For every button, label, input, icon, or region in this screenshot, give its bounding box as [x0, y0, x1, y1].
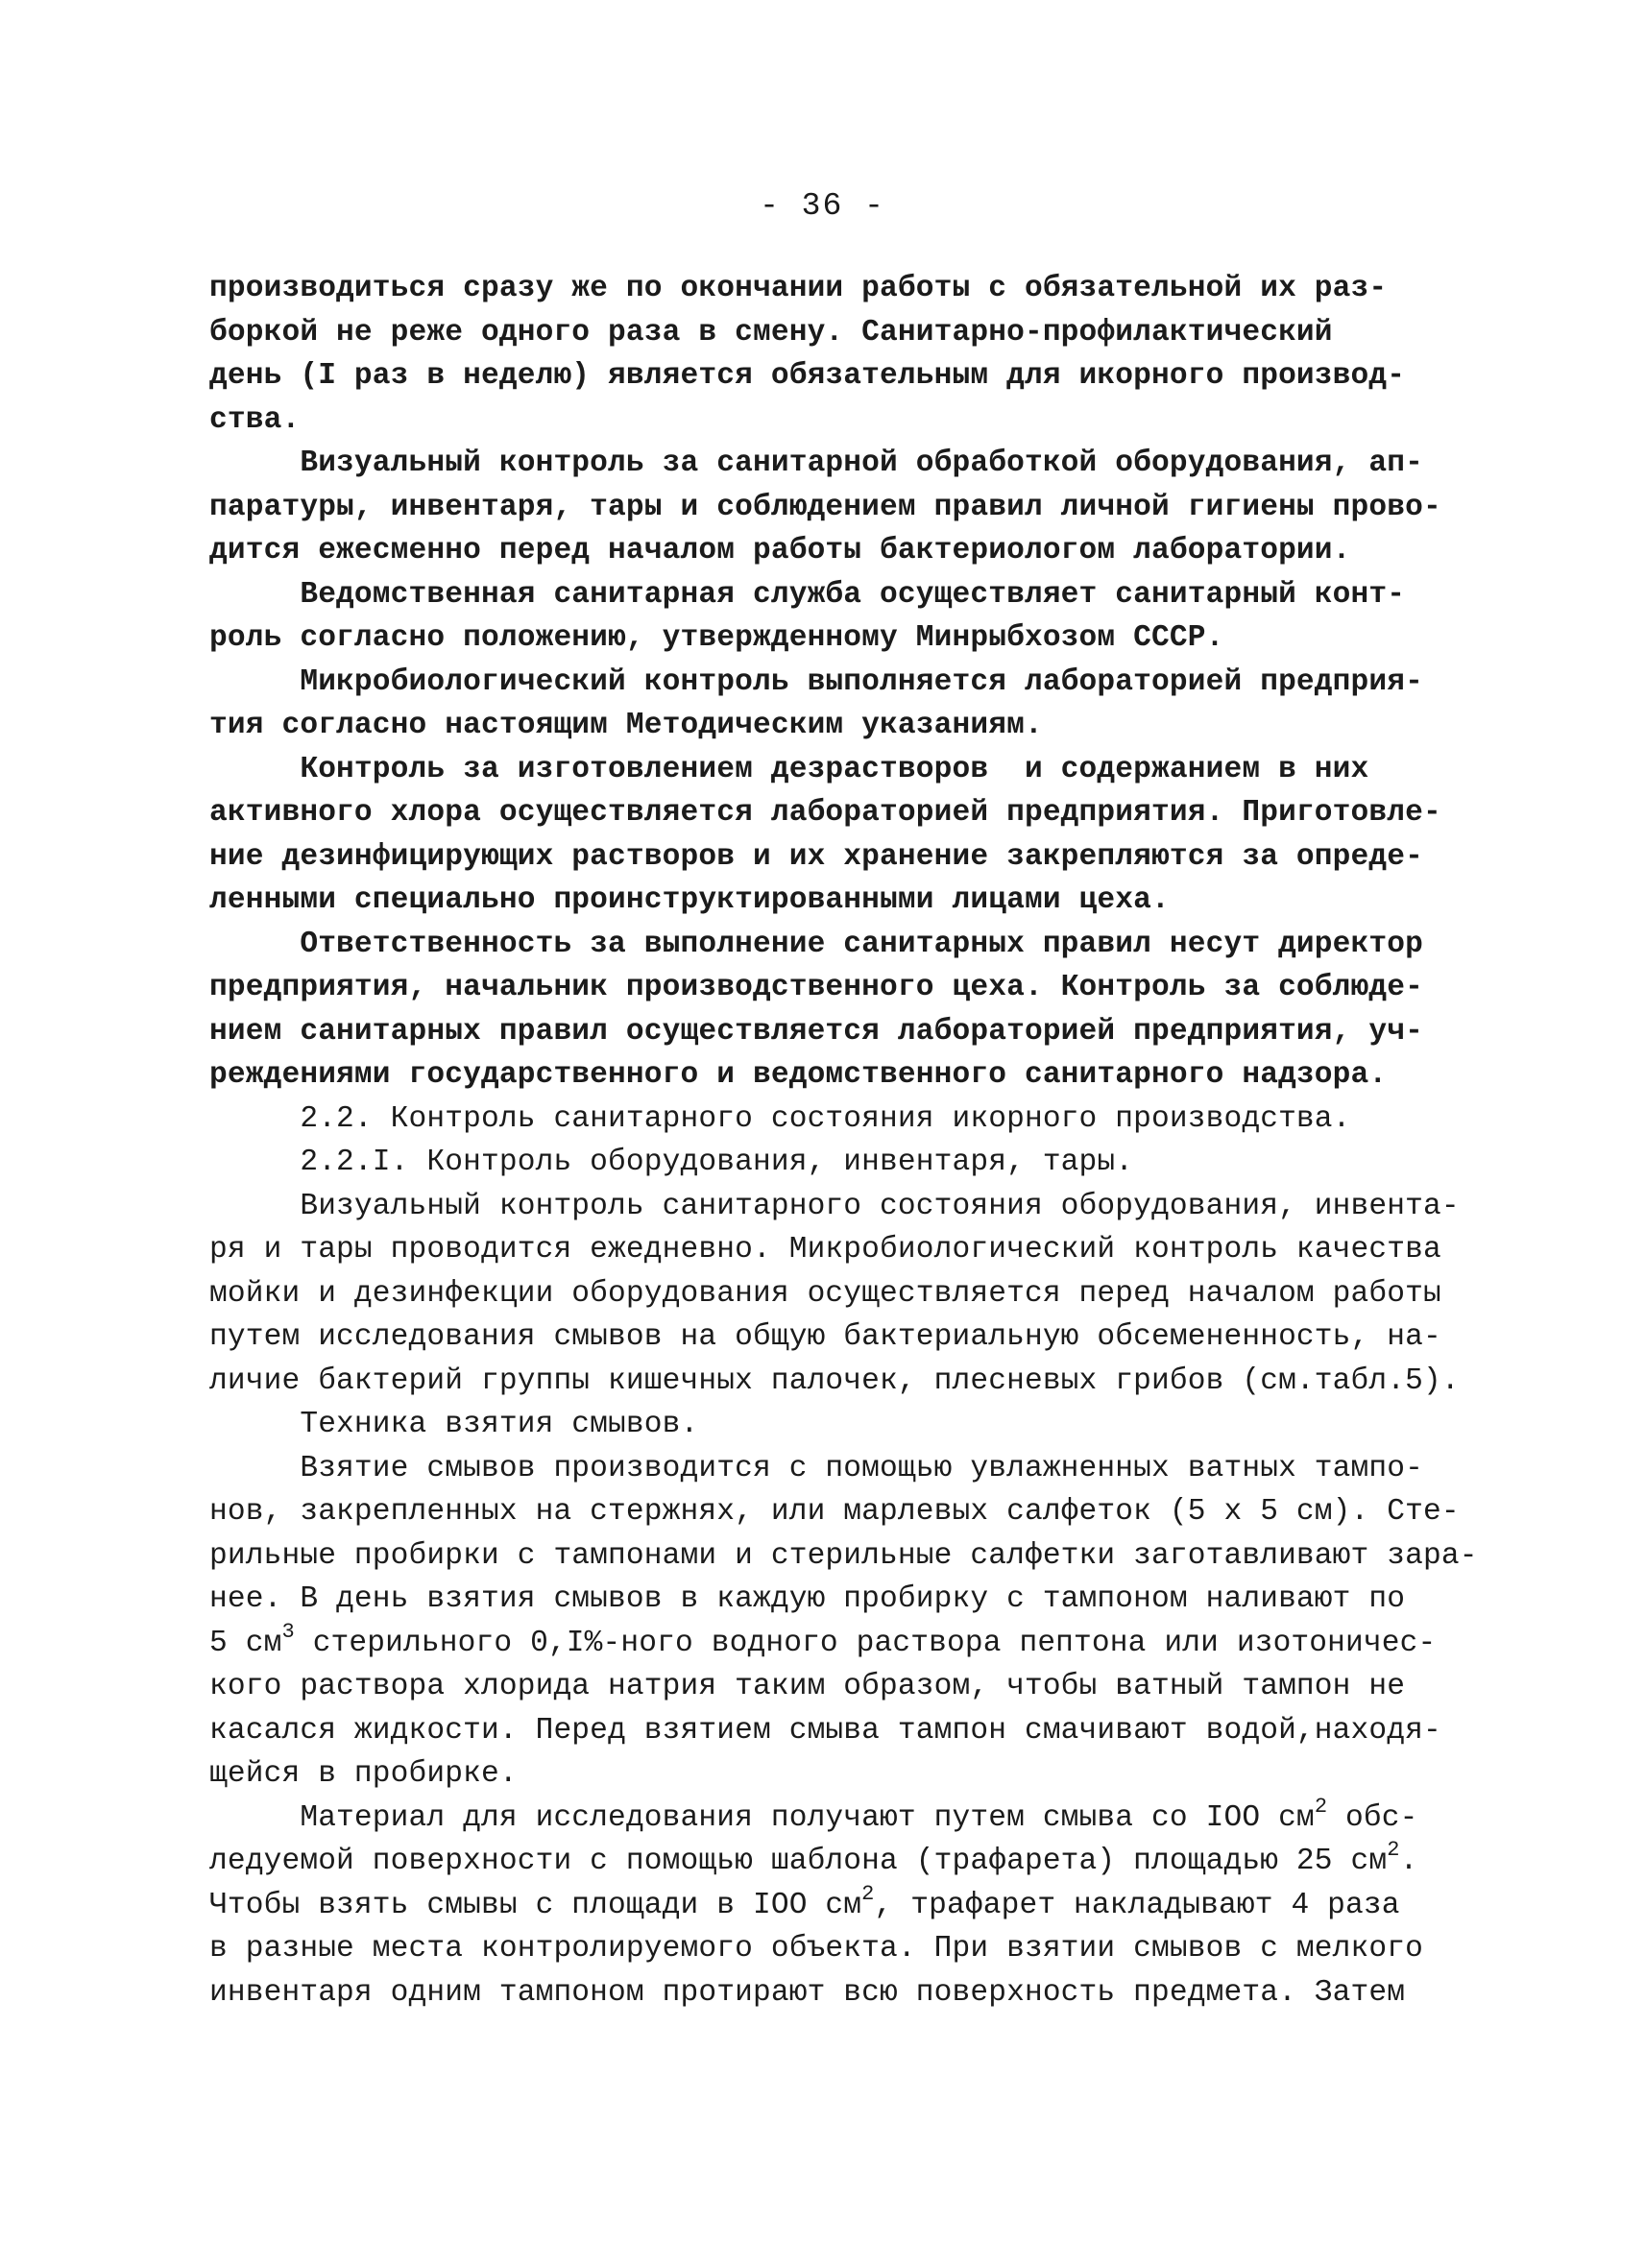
text-line: мойки и дезинфекции оборудования осуществляется перед началом работы [209, 1276, 1441, 1311]
text-line: Взятие смывов производится с помощью увлажненных ватных тампо- [209, 1451, 1423, 1485]
text-line: паратуры, инвентаря, тары и соблюдением правил личной гигиены прово- [209, 490, 1441, 524]
text-line: Микробиологический контроль выполняется лабораторией предприя- [209, 664, 1423, 699]
text-line: Визуальный контроль санитарного состояния оборудования, инвента- [209, 1189, 1460, 1223]
subheading-technique: Техника взятия смывов. [209, 1408, 699, 1441]
text-line: Чтобы взять смывы с площади в IOO $см^2$, трафарет накладывают 4 раза [209, 1881, 1400, 1922]
body-text [209, 267, 1477, 2015]
text-line: путем исследования смывов на общую бактериальную обсемененность, на- [209, 1320, 1441, 1354]
text-line: ленными специально проинструктированными лицами цеха. [209, 883, 1170, 917]
text-line: личие бактерий группы кишечных палочек, плесневых грибов (см.табл.5). [209, 1363, 1460, 1398]
text-line: Материал для исследования получают путем смыва со IOO $см^2$ обс- [209, 1794, 1418, 1835]
section-heading: 2.2. Контроль санитарного состояния икорного производства. [209, 1101, 1351, 1136]
text-line: ние дезинфицирующих растворов и их хранение закрепляются за опреде- [209, 839, 1423, 874]
text-line: нием санитарных правил осуществляется лабораторией предприятия, уч- [209, 1014, 1423, 1049]
text-line: инвентаря одним тампоном протирают всю поверхность предмета. Затем [209, 1975, 1406, 2010]
page-number: - 36 - [760, 188, 885, 224]
text-line: Контроль за изготовлением дезрастворов и содержанием в них [209, 752, 1369, 786]
text-line: активного хлора осуществляется лабораторией предприятия. Приготовле- [209, 796, 1441, 830]
text-line: ледуемой поверхности с помощью шаблона (трафарета) площадью 25 $см^2$. [209, 1838, 1418, 1878]
text-line: тия согласно настоящим Методическим указаниям. [209, 709, 1043, 742]
text-line: касался жидкости. Перед взятием смыва тампон смачивают водой,находя- [209, 1713, 1441, 1748]
text-line: производиться сразу же по окончании работы с обязательной их раз- [209, 272, 1388, 305]
text-line: ря и тары проводится ежедневно. Микробиологический контроль качества [209, 1233, 1441, 1267]
text-line: боркой не реже одного раза в смену. Санитарно-профилактический [209, 315, 1333, 350]
text-line: ства. [209, 402, 301, 437]
text-line: день (I раз в неделю) является обязательным для икорного производ- [209, 359, 1406, 393]
subsection-heading: 2.2.I. Контроль оборудования, инвентаря, тары. [209, 1146, 1134, 1179]
text-line: роль согласно положению, утвержденному Минрыбхозом СССР. [209, 621, 1224, 655]
text-line: Визуальный контроль за санитарной обработкой оборудования, ап- [209, 446, 1423, 480]
text-line: реждениями государственного и ведомственного санитарного надзора. [209, 1058, 1388, 1092]
text-line: щейся в пробирке. [209, 1757, 518, 1791]
text-line: предприятия, начальник производственного цеха. Контроль за соблюде- [209, 971, 1423, 1004]
text-line: дится ежесменно перед началом работы бактериологом лаборатории. [209, 534, 1351, 567]
text-line: Ведомственная санитарная служба осуществляет санитарный конт- [209, 577, 1406, 612]
text-line: 5 $см^3$ стерильного 0,I%-ного водного раствора пептона или изотоничес- [209, 1619, 1437, 1660]
text-line: в разные места контролируемого объекта. При взятии смывов с мелкого [209, 1932, 1423, 1966]
text-line: рильные пробирки с тампонами и стерильные салфетки заготавливают зара- [209, 1538, 1478, 1573]
text-line: Ответственность за выполнение санитарных правил несут директор [209, 927, 1423, 961]
text-line: кого раствора хлорида натрия таким образом, чтобы ватный тампон не [209, 1670, 1406, 1703]
text-line: нее. В день взятия смывов в каждую пробирку с тампоном наливают по [209, 1582, 1406, 1616]
text-line: нов, закрепленных на стержнях, или марлевых салфеток (5 х 5 см). Сте- [209, 1495, 1460, 1529]
